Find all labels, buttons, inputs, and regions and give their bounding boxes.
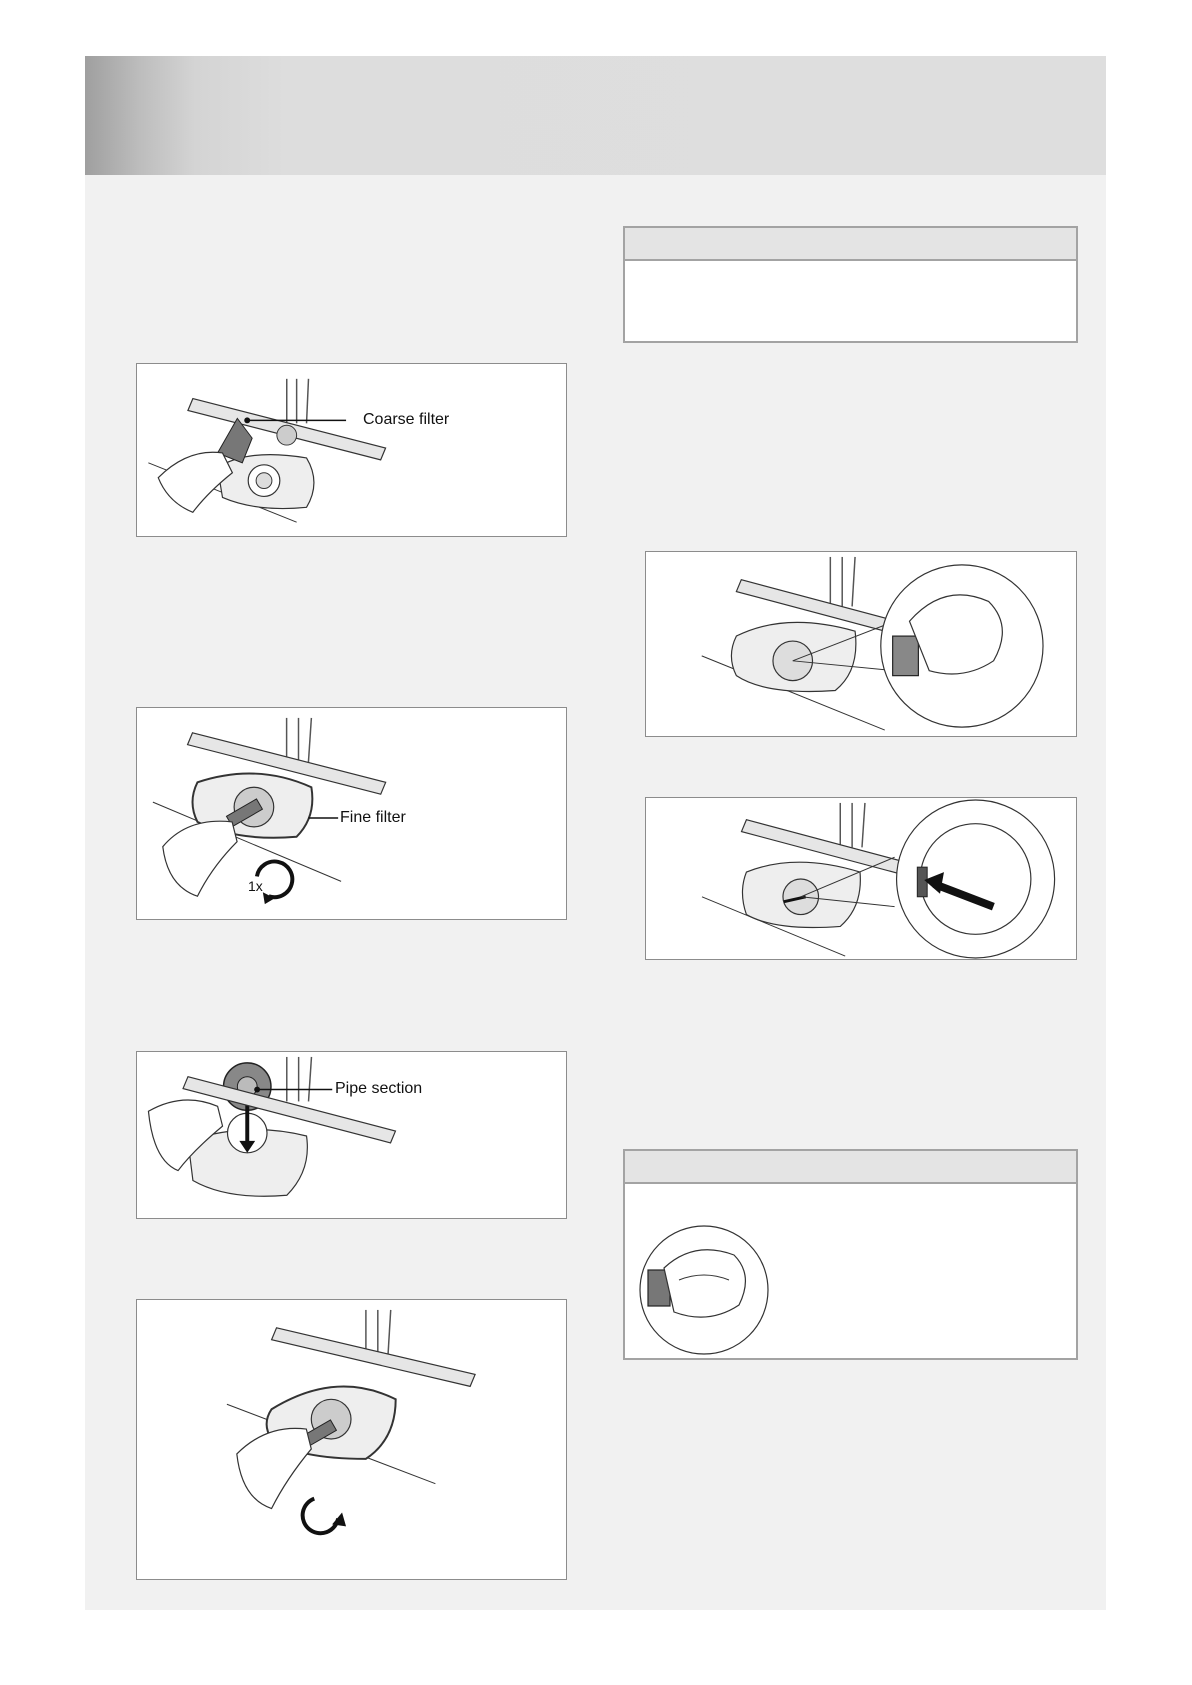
- callout-header: [625, 228, 1076, 261]
- figure-fine-filter: [136, 707, 567, 920]
- remove-pin-illustration: [646, 552, 1076, 736]
- figure-reinstall-filter: [136, 1299, 567, 1580]
- header-band: [85, 56, 1106, 175]
- pipe-section-illustration: [137, 1052, 566, 1218]
- turn-count-label: 1x: [248, 878, 263, 894]
- figure-pipe-section: [136, 1051, 567, 1219]
- pin-closeup-illustration: [634, 1220, 774, 1360]
- figure-insert-pin: [645, 797, 1077, 960]
- reinstall-filter-illustration: [137, 1300, 566, 1579]
- fine-filter-label: Fine filter: [340, 809, 406, 826]
- pipe-section-label: Pipe section: [335, 1080, 423, 1097]
- coarse-filter-label: Coarse filter: [363, 411, 450, 428]
- figure-remove-pin: [645, 551, 1077, 737]
- insert-pin-illustration: [646, 798, 1076, 959]
- page-area: [85, 56, 1106, 1610]
- figure-coarse-filter: [136, 363, 567, 537]
- coarse-filter-illustration: [137, 364, 566, 536]
- callout-header: [625, 1151, 1076, 1184]
- callout-box-note: [623, 226, 1078, 343]
- callout-box-warning: [623, 1149, 1078, 1360]
